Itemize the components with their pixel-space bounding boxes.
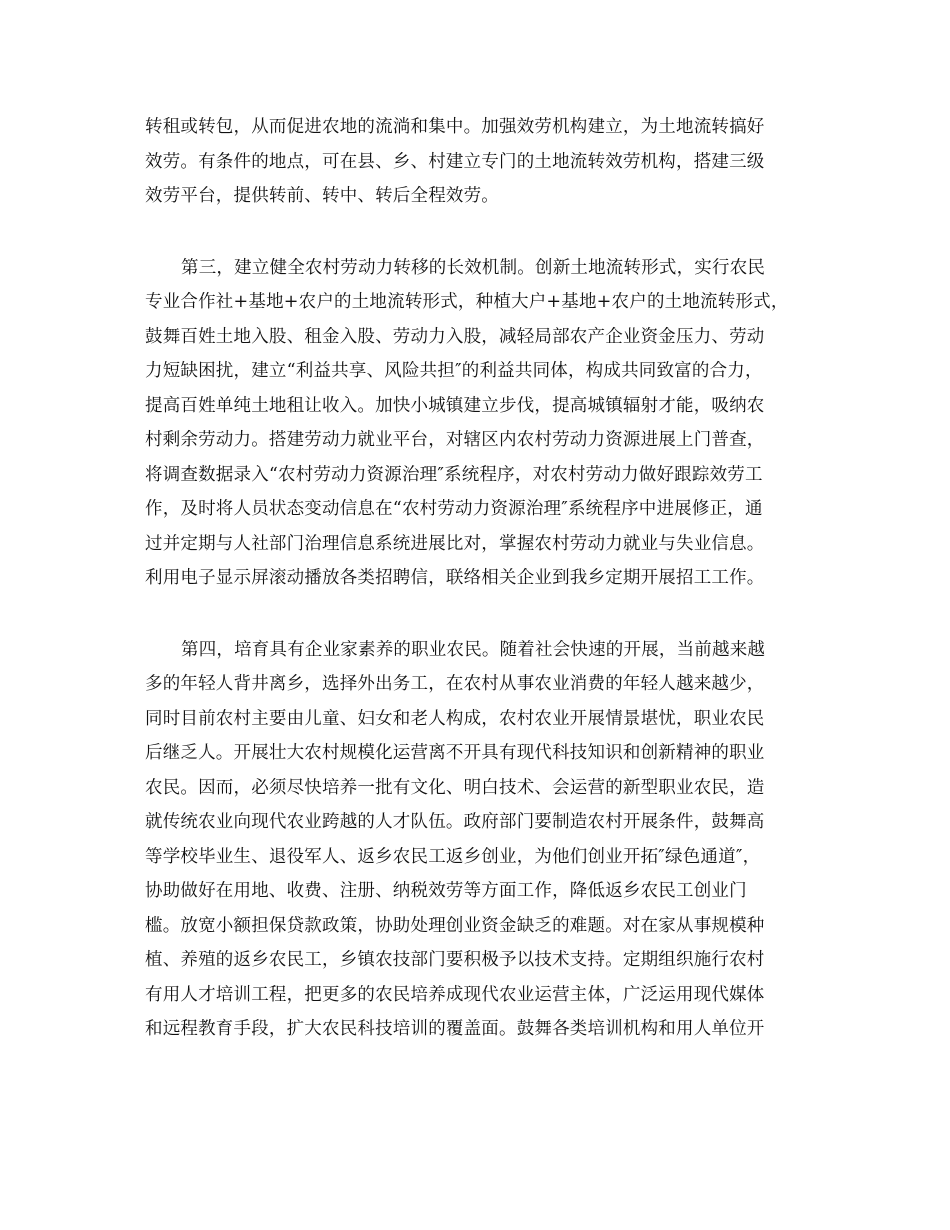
text-line: 效劳平台，提供转前、转中、转后全程效劳。 xyxy=(145,186,499,206)
text-line: 力短缺困扰，建立“利益共享、风险共担″的利益共同体，构成共同致富的合力， xyxy=(145,361,763,381)
text-line: 效劳。有条件的地点，可在县、乡、村建立专门的土地流转效劳机构，搭建三级 xyxy=(145,151,765,172)
paragraph-professional-farmers xyxy=(145,633,805,1047)
paragraph-gap xyxy=(145,214,805,251)
text-line: 将调查数据录入“农村劳动力资源治理″系统程序，对农村劳动力做好跟踪效劳工 xyxy=(145,464,763,485)
text-line: 第三，建立健全农村劳动力转移的长效机制。创新土地流转形式，实行农民 xyxy=(181,257,766,278)
text-line: 提高百姓单纯土地租让收入。加快小城镇建立步伐，提高城镇辐射才能，吸纳农 xyxy=(145,395,765,416)
text-line: 协助做好在用地、收费、注册、纳税效劳等方面工作，降低返乡农民工创业门 xyxy=(145,881,747,901)
paragraph-labor-transfer xyxy=(145,251,805,596)
text-line: 转租或转包，从而促进农地的流淌和集中。加强效劳机构建立，为土地流转搞好 xyxy=(145,117,765,137)
paragraph-land-service xyxy=(145,110,805,214)
text-line: 多的年轻人背井离乡，选择外出务工，在农村从事农业消费的年轻人越来越少， xyxy=(145,674,765,694)
text-line: 村剩余劳动力。搭建劳动力就业平台，对辖区内农村劳动力资源进展上门普查， xyxy=(145,430,765,450)
text-line: 有用人才培训工程，把更多的农民培养成现代农业运营主体，广泛运用现代媒体 xyxy=(145,984,765,1005)
text-line: 农民。因而，必须尽快培养一批有文化、明白技术、会运营的新型职业农民，造 xyxy=(145,777,765,798)
document-body xyxy=(145,110,805,1047)
text-line: 后继乏人。开展壮大农村规模化运营离不开具有现代科技知识和创新精神的职业 xyxy=(145,743,765,763)
text-line: 专业合作社+基地+农户的土地流转形式，种植大户+基地+农户的土地流转形式， xyxy=(145,292,789,312)
text-line: 和远程教育手段，扩大农民科技培训的覆盖面。鼓舞各类培训机构和用人单位开 xyxy=(145,1019,765,1039)
text-line: 槛。放宽小额担保贷款政策，协助处理创业资金缺乏的难题。对在家从事规模种 xyxy=(145,915,765,936)
text-line: 第四，培育具有企业家素养的职业农民。随着社会快速的开展，当前越来越 xyxy=(181,639,766,660)
text-line: 植、养殖的返乡农民工，乡镇农技部门要积极予以技术支持。定期组织施行农村 xyxy=(145,950,765,970)
text-line: 就传统农业向现代农业跨越的人才队伍。政府部门要制造农村开展条件，鼓舞高 xyxy=(145,812,765,832)
text-line: 利用电子显示屏滚动播放各类招聘信，联络相关企业到我乡定期开展招工工作。 xyxy=(145,568,765,588)
text-line: 等学校毕业生、退役军人、返乡农民工返乡创业，为他们创业开拓″绿色通道″， xyxy=(145,846,761,867)
text-line: 鼓舞百姓土地入股、租金入股、劳动力入股，减轻局部农产企业资金压力、劳动 xyxy=(145,326,765,347)
text-line: 同时目前农村主要由儿童、妇女和老人构成，农村农业开展情景堪忧，职业农民 xyxy=(145,708,765,729)
paragraph-gap xyxy=(145,596,805,633)
text-line: 过并定期与人社部门治理信息系统进展比对，掌握农村劳动力就业与失业信息。 xyxy=(145,533,765,554)
text-line: 作，及时将人员状态变动信息在“农村劳动力资源治理″系统程序中进展修正，通 xyxy=(145,499,763,519)
